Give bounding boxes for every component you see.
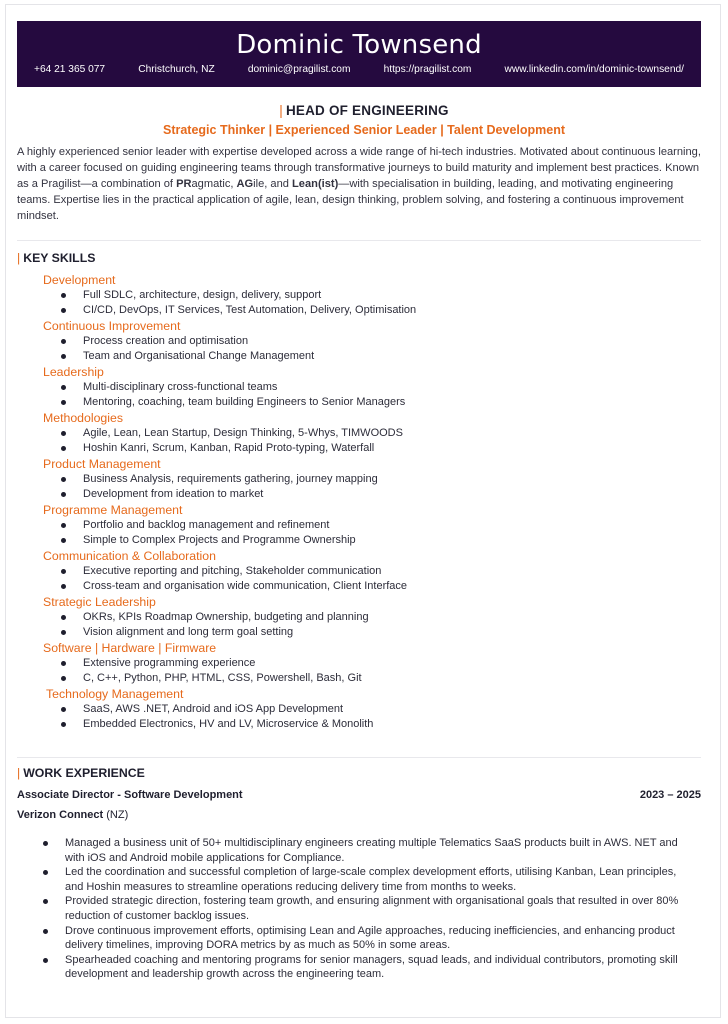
experience-title-text: WORK EXPERIENCE <box>23 766 145 780</box>
job-company <box>17 809 128 821</box>
skill-group-title: Communication & Collaboration <box>43 549 216 563</box>
skill-group <box>43 410 683 456</box>
skill-group <box>43 640 683 686</box>
company-name: Verizon Connect <box>17 809 104 821</box>
skill-item: Extensive programming experience <box>43 656 683 671</box>
company-region: (NZ) <box>106 809 129 821</box>
job-duties <box>17 836 697 982</box>
section-divider <box>17 240 701 241</box>
skill-group-title: Technology Management <box>46 687 184 701</box>
skill-group-title: Product Management <box>43 457 161 471</box>
skill-item: Multi-disciplinary cross-functional teams <box>43 380 683 395</box>
location: Christchurch, NZ <box>138 64 215 75</box>
summary-emphasis: PR <box>176 178 192 191</box>
skill-group <box>43 502 683 548</box>
skill-group <box>43 548 683 594</box>
profile-summary <box>17 144 702 224</box>
accent-bar: | <box>17 766 21 780</box>
job-title: Associate Director - Software Development <box>17 789 243 801</box>
resume-header <box>17 21 701 87</box>
candidate-name: Dominic Townsend <box>236 30 482 60</box>
skill-item: Business Analysis, requirements gathering, journey mapping <box>43 472 683 487</box>
skill-item: Hoshin Kanri, Scrum, Kanban, Rapid Proto-typing, Waterfall <box>43 441 683 456</box>
skill-item: Full SDLC, architecture, design, delivery, support <box>43 288 683 303</box>
email-link[interactable]: dominic@pragilist.com <box>247 64 351 75</box>
job-dates: 2023 – 2025 <box>639 789 701 801</box>
skill-group-title: Development <box>43 273 116 287</box>
summary-text: —with specialisation in building, leading, and motivating engineering teams. Expertise lies in the practical application of agile, lean, design thinking, problem solving, and fostering a continuous improvement mindset. <box>17 178 684 223</box>
duty-item: Led the coordination and successful completion of large-scale complex development efforts, utilising Kanban, Lean principles, and Hoshin measures to streamline operations reducing delivery time from months to weeks. <box>17 865 697 894</box>
skill-group-title: Programme Management <box>43 503 183 517</box>
accent-bar: | <box>17 251 21 265</box>
headline-role <box>0 103 728 118</box>
skill-item: Simple to Complex Projects and Programme Ownership <box>43 533 683 548</box>
skill-item: OKRs, KPIs Roadmap Ownership, budgeting and planning <box>43 610 683 625</box>
summary-emphasis: Lean <box>292 178 318 191</box>
skill-item: Process creation and optimisation <box>43 334 683 349</box>
linkedin-link[interactable]: www.linkedin.com/in/dominic-townsend/ <box>504 64 684 75</box>
skills-title-text: KEY SKILLS <box>23 251 96 265</box>
skill-item: Cross-team and organisation wide communication, Client Interface <box>43 579 683 594</box>
skill-group-title: Methodologies <box>43 411 123 425</box>
skill-item: C, C++, Python, PHP, HTML, CSS, Powershell, Bash, Git <box>43 671 683 686</box>
skill-item: CI/CD, DevOps, IT Services, Test Automation, Delivery, Optimisation <box>43 303 683 318</box>
skill-item: Development from ideation to market <box>43 487 683 502</box>
skill-group-title: Leadership <box>43 365 104 379</box>
skill-item: Executive reporting and pitching, Stakeholder communication <box>43 564 683 579</box>
skill-item: Portfolio and backlog management and refinement <box>43 518 683 533</box>
skill-item: Vision alignment and long term goal setting <box>43 625 683 640</box>
duty-item: Drove continuous improvement efforts, optimising Lean and Agile approaches, reducing inefficiencies, and enhancing product delivery timelines, improving DORA metrics by as much as 50% in some areas. <box>17 924 697 953</box>
skill-item: Embedded Electronics, HV and LV, Microservice & Monolith <box>43 717 683 732</box>
duty-item: Provided strategic direction, fostering team growth, and ensuring alignment with organisational goals that resulted in over 80% reduction of customer backlog issues. <box>17 894 697 923</box>
experience-section-title <box>17 766 145 780</box>
duty-item: Managed a business unit of 50+ multidisciplinary engineers creating multiple Telematics SaaS products built in AWS. NET and with iOS and Android mobile applications for Compliance. <box>17 836 697 865</box>
skill-group <box>43 318 683 364</box>
skills-section-title <box>17 251 95 265</box>
skill-item: SaaS, AWS .NET, Android and iOS App Development <box>43 702 683 717</box>
website-link[interactable]: https://pragilist.com <box>383 64 472 75</box>
skill-group <box>43 456 683 502</box>
role-title: HEAD OF ENGINEERING <box>285 103 449 118</box>
summary-emphasis: (ist) <box>317 178 339 191</box>
summary-text: A highly experienced senior leader with expertise developed across a wide range of hi-tech industries. Motivated about continuous learning, with a career focused on guiding engineering teams through transformative journeys to build maturity and implement best practices. Known as a Pragilist—a combination of <box>17 146 701 191</box>
section-divider <box>17 757 701 758</box>
phone-number: +64 21 365 077 <box>34 64 106 75</box>
skill-group <box>43 272 683 318</box>
summary-emphasis: AG <box>236 178 254 191</box>
contact-info <box>17 61 701 75</box>
summary-text: agmatic, <box>191 178 237 191</box>
skill-group-title: Continuous Improvement <box>43 319 181 333</box>
skill-group <box>43 686 683 732</box>
skill-item: Team and Organisational Change Management <box>43 349 683 364</box>
skill-item: Mentoring, coaching, team building Engineers to Senior Managers <box>43 395 683 410</box>
skill-group <box>43 594 683 640</box>
skill-item: Agile, Lean, Lean Startup, Design Thinking, 5-Whys, TIMWOODS <box>43 426 683 441</box>
headline-tags: Strategic Thinker | Experienced Senior Leader | Talent Development <box>162 123 566 137</box>
summary-text: ile, and <box>253 178 293 191</box>
skills-list <box>43 272 683 732</box>
skill-group <box>43 364 683 410</box>
skill-group-title: Software | Hardware | Firmware <box>43 641 217 655</box>
skill-group-title: Strategic Leadership <box>43 595 156 609</box>
accent-bar: | <box>279 103 283 118</box>
duty-item: Spearheaded coaching and mentoring programs for senior managers, squad leads, and individual contributors, promoting skill development and leadership growth across the engineering team. <box>17 953 697 982</box>
